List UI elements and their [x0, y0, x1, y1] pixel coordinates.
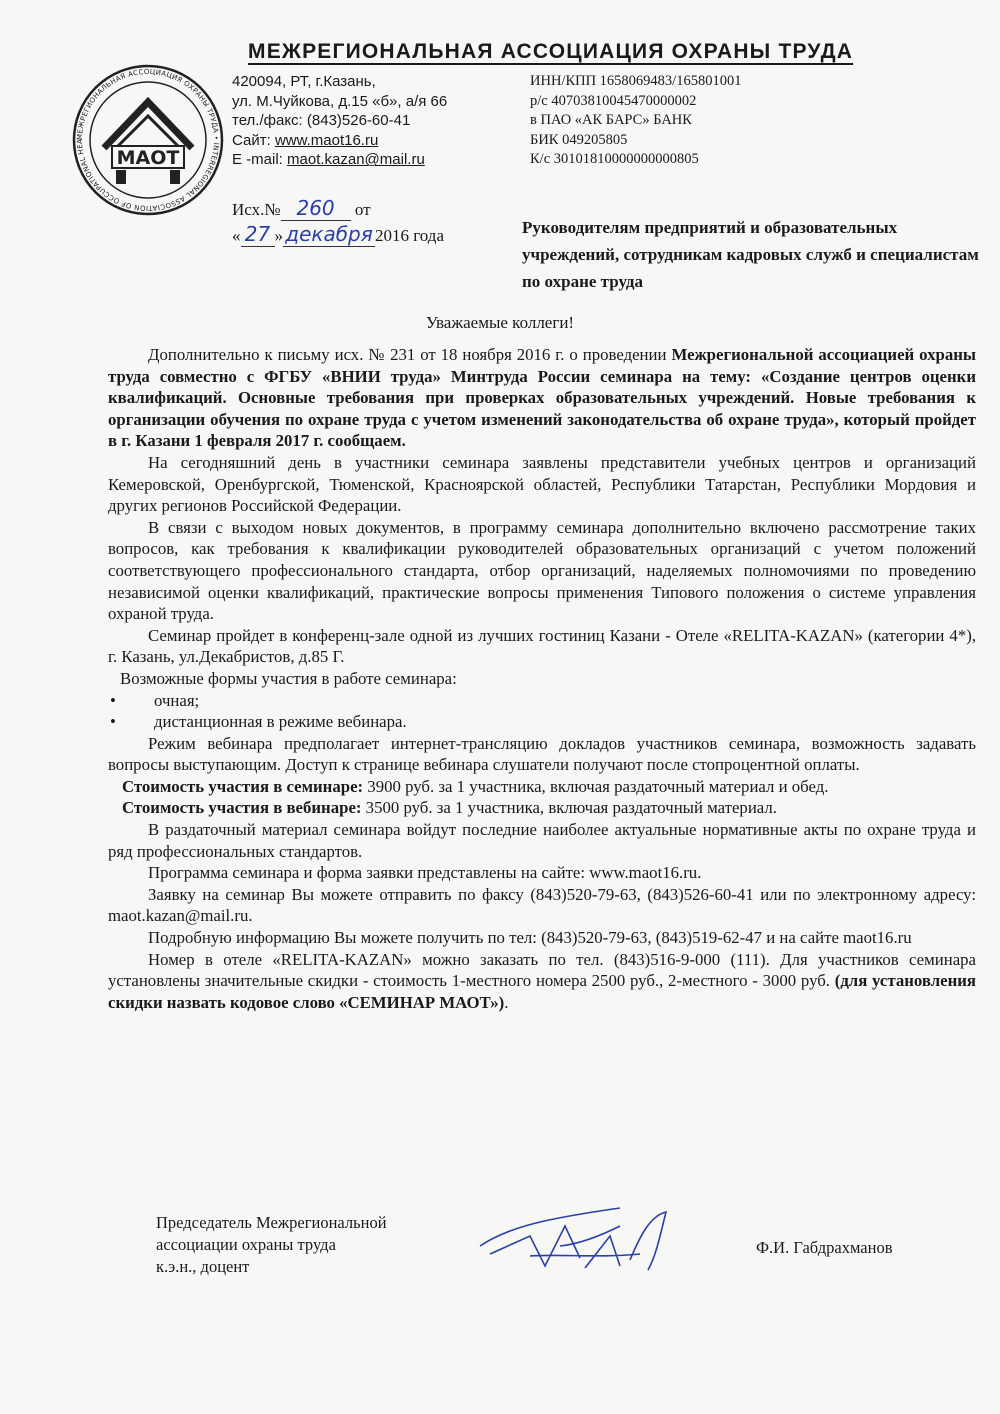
paragraph: Подробную информацию Вы можете получить по тел: (843)520-79-63, (843)519-62-47 и на сайте maot16.ru: [148, 928, 912, 948]
address-line: ул. М.Чуйкова, д.15 «б», а/я 66: [232, 92, 448, 110]
inn-kpp: ИНН/КПП 1658069483/165801001: [530, 73, 742, 89]
logo-text: МАОТ: [116, 147, 180, 169]
paragraph: Заявку на семинар Вы можете отправить по факсу (843)520-79-63, (843)526-60-41 или по электронному адресу: maot.kazan@mail.ru.: [108, 884, 976, 926]
paragraph: Семинар пройдет в конференц-зале одной из лучших гостиниц Казани - Отеле «RELITA-KAZAN» (категории 4*), г. Казань, ул.Декабристов, д.85 Г.: [108, 625, 976, 667]
email-label: E -mail:: [232, 151, 288, 169]
signatory-name: Ф.И. Габдрахманов: [756, 1238, 893, 1257]
list-item: • дистанционная в режиме вебинара.: [108, 711, 976, 733]
phone-fax: тел./факс: (843)526-60-41: [232, 112, 411, 130]
email-link[interactable]: maot.kazan@mail.ru: [287, 151, 425, 169]
address-line: 420094, РТ, г.Казань,: [232, 73, 376, 90]
handwritten-signature: [470, 1196, 700, 1291]
ref-month-handwritten: декабря: [283, 222, 375, 247]
ref-from: от: [354, 200, 371, 219]
paragraph: Номер в отеле «RELITA-KAZAN» можно заказать по тел. (843)516-9-000 (111). Для участников семинара установлены значительные скидки - стоимость 1-местного номера 2500 руб., 2-местного - 3000 руб. (для установления скидки назвать кодовое слово «СЕМИНАР МАОТ»).: [108, 949, 976, 1012]
paragraph: На сегодняшний день в участники семинара заявлены представители учебных центров и организаций Кемеровской, Оренбургской, Тюменской, Красноярской областей, Республики Татарстан, Республики Мордовия и других регионов Российской Федерации.: [108, 452, 976, 516]
participation-forms-list: [108, 690, 976, 733]
addressee: Руководителям предприятий и образовательных учреждений, сотрудникам кадровых служб и специалистам по охране труда: [522, 218, 979, 291]
greeting: Уважаемые коллеги!: [425, 313, 575, 332]
site-link[interactable]: www.maot16.ru: [274, 131, 379, 149]
quote-open: «: [232, 226, 241, 245]
list-item: • очная;: [108, 690, 976, 712]
seal-text: МЕЖРЕГИОНАЛЬНАЯ АССОЦИАЦИЯ ОХРАНЫ ТРУДА • INTERREGIONAL ASSOCIATION OF OCCUPATIONAL HEA: [75, 67, 221, 213]
bank-details: [530, 72, 741, 170]
corr-account: К/с 30101810000000000805: [530, 151, 699, 168]
ref-prefix: Исх.№: [232, 200, 281, 219]
cost-seminar: Стоимость участия в семинаре: 3900 руб. за 1 участника, включая раздаточный материал и обед.: [122, 776, 829, 796]
outgoing-reference: [232, 196, 444, 248]
signatory-title: [156, 1212, 387, 1278]
letter-body: [108, 344, 976, 1013]
paragraph: В раздаточный материал семинара войдут последние наиболее актуальные нормативные акты по охране труда и ряд профессиональных стандартов.: [108, 820, 976, 861]
ref-number-handwritten: 260: [281, 196, 351, 221]
bank-name: в ПАО «АК БАРС» БАНК: [530, 112, 692, 129]
org-title: МЕЖРЕГИОНАЛЬНАЯ АССОЦИАЦИЯ ОХРАНЫ ТРУДА: [248, 40, 854, 63]
signatory-line: Председатель Межрегиональной: [156, 1213, 387, 1232]
bik: БИК 049205805: [530, 131, 628, 148]
cost-webinar: Стоимость участия в вебинаре: 3500 руб. за 1 участника, включая раздаточный материал.: [122, 798, 777, 818]
paragraph: Программа семинара и форма заявки представлены на сайте: www.maot16.ru.: [148, 863, 702, 883]
paragraph: Возможные формы участия в работе семинара:: [120, 668, 457, 688]
paragraph: В связи с выходом новых документов, в программу семинара дополнительно включено рассмотрение таких вопросов, как требования к квалификации руководителей образовательных организаций с учетом положений соответствующего профессионального стандарта, отбор организаций, наделяемых полномочиями по проведению независимой оценки квалификаций, практические вопросы применения Типового положения о системе управления охраной труда.: [108, 517, 976, 624]
signatory-line: ассоциации охраны труда: [156, 1235, 336, 1254]
ref-day-handwritten: 27: [241, 222, 275, 247]
signatory-line: к.э.н., доцент: [156, 1257, 250, 1276]
address-block: [232, 72, 447, 170]
logo-seal: [70, 62, 226, 223]
paragraph: Дополнительно к письму исх. № 231 от 18 ноября 2016 г. о проведении Межрегиональной ассоциацией охраны труда совместно с ФГБУ «ВНИИ труда» Минтруда России семинара на тему: «Создание центров оценки квалификаций. Основные требования при проверках образовательных учреждений. Новые требования к организации обучения по охране труда с учетом изменений законодательства об охране труда», который пройдет в г. Казани 1 февраля 2017 г. сообщаем.: [108, 345, 976, 451]
paragraph: Режим вебинара предполагает интернет-трансляцию докладов участников семинара, возможность задавать вопросы выступающим. Доступ к странице вебинара слушатели получают после стопроцентной оплаты.: [108, 733, 976, 775]
site-label: Сайт:: [232, 131, 275, 149]
quote-close: »: [274, 226, 283, 245]
ref-year: 2016 года: [375, 226, 445, 245]
account: р/с 40703810045470000002: [530, 92, 697, 109]
